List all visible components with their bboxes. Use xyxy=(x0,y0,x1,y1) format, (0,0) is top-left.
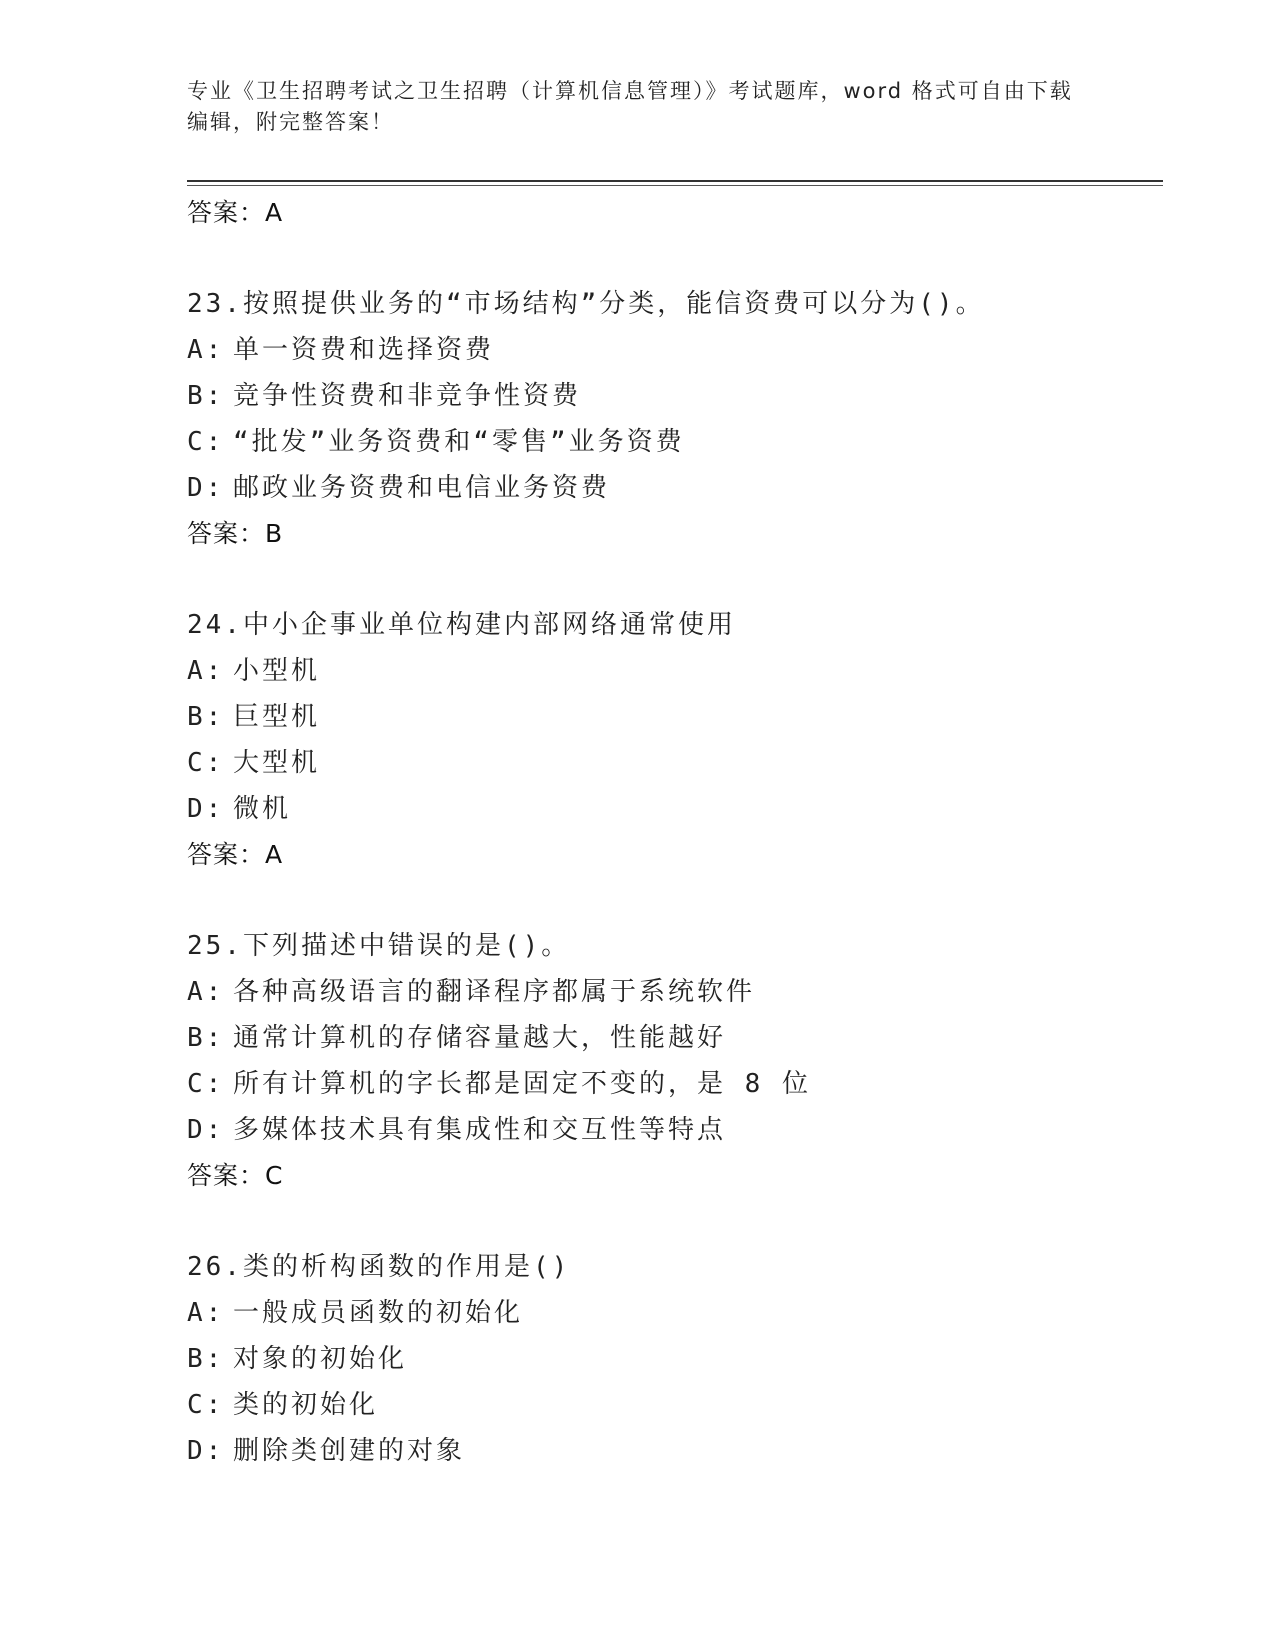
option-text: 巨型机 xyxy=(233,702,321,732)
option-letter: D: xyxy=(187,794,225,824)
spacer xyxy=(187,557,1163,602)
option-letter: D: xyxy=(187,473,225,503)
question-stem: 25.下列描述中错误的是()。 xyxy=(187,931,571,961)
option-a xyxy=(187,969,1163,1015)
option-letter: A: xyxy=(187,977,225,1007)
option-letter: C: xyxy=(187,1069,225,1099)
question-stem: 26.类的析构函数的作用是() xyxy=(187,1252,571,1282)
option-a xyxy=(187,648,1163,694)
option-letter: B: xyxy=(187,702,225,732)
option-letter: C: xyxy=(187,1390,225,1420)
question-list xyxy=(187,190,1163,1474)
option-a xyxy=(187,327,1163,373)
option-text: 通常计算机的存储容量越大，性能越好 xyxy=(233,1023,727,1053)
option-text: 类的初始化 xyxy=(233,1390,379,1420)
option-a xyxy=(187,1290,1163,1336)
option-letter: D: xyxy=(187,1436,225,1466)
spacer xyxy=(187,236,1163,281)
option-b xyxy=(187,1015,1163,1061)
option-text: 各种高级语言的翻译程序都属于系统软件 xyxy=(233,977,756,1007)
option-text: 单一资费和选择资费 xyxy=(233,335,495,365)
option-c xyxy=(187,1061,1163,1107)
header-rule-thin xyxy=(187,185,1163,186)
question-stem: 23.按照提供业务的“市场结构”分类，能信资费可以分为()。 xyxy=(187,289,985,319)
option-text: 邮政业务资费和电信业务资费 xyxy=(233,473,611,503)
option-c xyxy=(187,419,1163,465)
option-text: 多媒体技术具有集成性和交互性等特点 xyxy=(233,1115,727,1145)
previous-answer: 答案：A xyxy=(187,198,284,227)
option-text: 删除类创建的对象 xyxy=(233,1436,466,1466)
option-letter: A: xyxy=(187,656,225,686)
document-header: 专业《卫生招聘考试之卫生招聘（计算机信息管理）》考试题库，word 格式可自由下载编辑，附完整答案！ xyxy=(187,79,1073,134)
option-letter: C: xyxy=(187,748,225,778)
option-letter: D: xyxy=(187,1115,225,1145)
option-b xyxy=(187,373,1163,419)
option-letter: A: xyxy=(187,1298,225,1328)
option-letter: A: xyxy=(187,335,225,365)
spacer xyxy=(187,878,1163,923)
question-block xyxy=(187,602,1163,878)
option-text: 小型机 xyxy=(233,656,321,686)
option-text: 所有计算机的字长都是固定不变的，是 8 位 xyxy=(233,1069,811,1099)
option-d xyxy=(187,1428,1163,1474)
option-text: 竞争性资费和非竞争性资费 xyxy=(233,381,582,411)
answer-line: 答案：B xyxy=(187,519,284,548)
option-text: 对象的初始化 xyxy=(233,1344,408,1374)
option-text: “批发”业务资费和“零售”业务资费 xyxy=(233,427,685,457)
option-letter: C: xyxy=(187,427,225,457)
option-d xyxy=(187,786,1163,832)
option-text: 一般成员函数的初始化 xyxy=(233,1298,524,1328)
answer-line: 答案：A xyxy=(187,840,284,869)
option-text: 微机 xyxy=(233,794,292,824)
option-b xyxy=(187,694,1163,740)
answer-line: 答案：C xyxy=(187,1161,284,1190)
option-d xyxy=(187,1107,1163,1153)
question-block xyxy=(187,923,1163,1199)
option-c xyxy=(187,740,1163,786)
spacer xyxy=(187,1199,1163,1244)
header-rule-thick xyxy=(187,180,1163,182)
option-text: 大型机 xyxy=(233,748,321,778)
option-letter: B: xyxy=(187,1023,225,1053)
option-d xyxy=(187,465,1163,511)
option-b xyxy=(187,1336,1163,1382)
option-letter: B: xyxy=(187,1344,225,1374)
question-block xyxy=(187,1244,1163,1474)
option-letter: B: xyxy=(187,381,225,411)
question-block xyxy=(187,281,1163,557)
question-stem: 24.中小企事业单位构建内部网络通常使用 xyxy=(187,610,736,640)
option-c xyxy=(187,1382,1163,1428)
